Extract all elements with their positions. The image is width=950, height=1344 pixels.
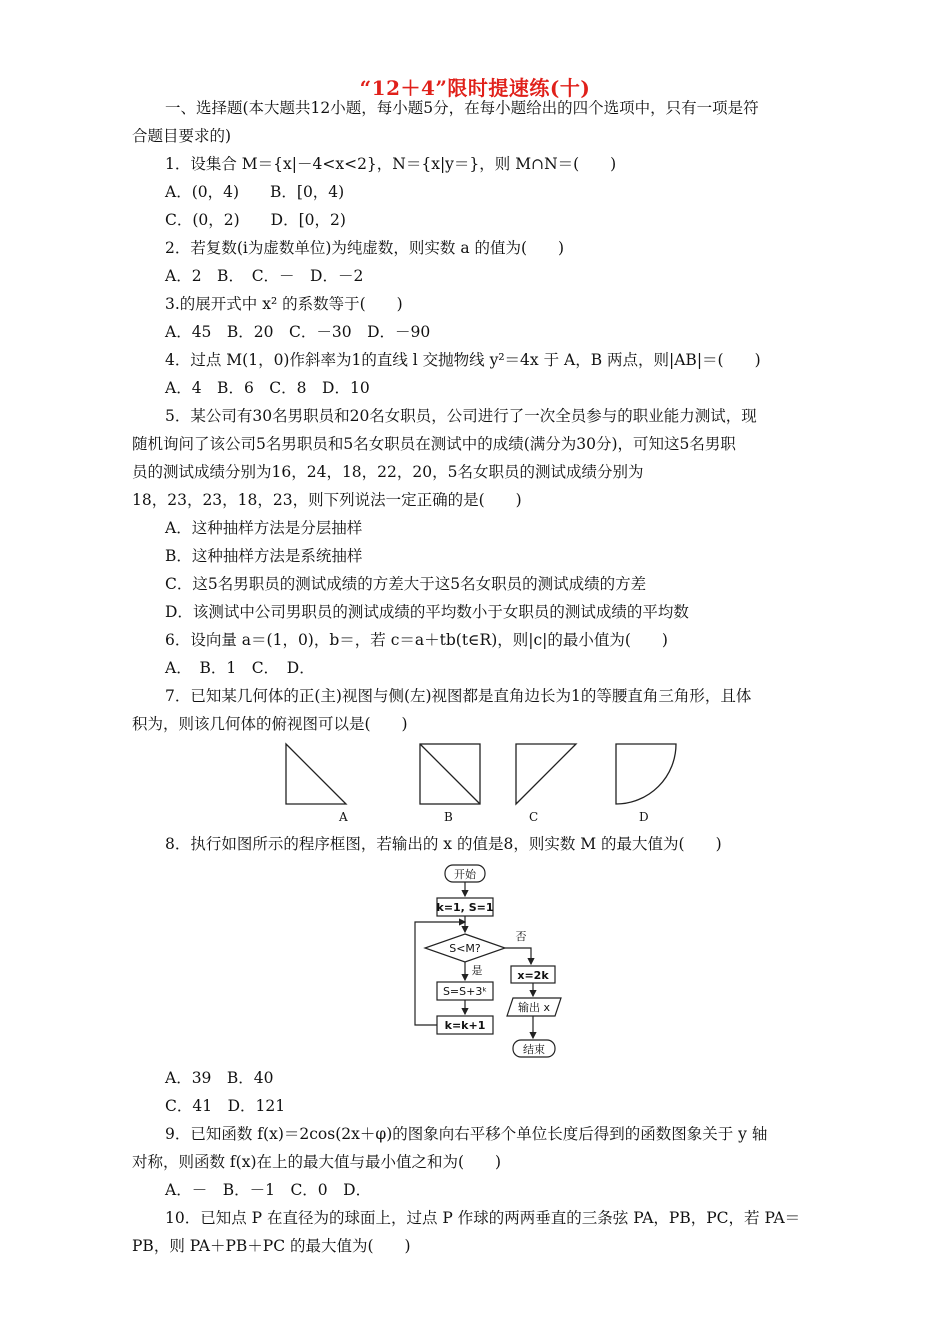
flow-condition-text: S<M? — [449, 942, 481, 955]
q6-stem: 6．设向量 a＝(1，0)，b＝，若 c＝a＋tb(t∈R)，则|c|的最小值为( ) — [165, 631, 668, 649]
figure-d-quarter-circle — [616, 744, 676, 804]
flow-start-text: 开始 — [454, 868, 476, 881]
q5-line2: 随机询问了该公司5名男职员和5名女职员在测试中的成绩(满分为30分)，可知这5名男职 — [132, 435, 736, 453]
q2-stem: 2．若复数(i为虚数单位)为纯虚数，则实数 a 的值为( ) — [165, 239, 565, 257]
page-title: “12＋4”限时提速练(十) — [359, 76, 591, 100]
figure-a-triangle — [286, 744, 346, 804]
q5-option-d: D．该测试中公司男职员的测试成绩的平均数小于女职员的测试成绩的平均数 — [165, 603, 689, 621]
q2-options: A．2 B． C．－ D．－2 — [165, 267, 364, 285]
q1-options-cd: C．(0，2) D．[0，2) — [165, 211, 346, 229]
q10-line2: PB，则 PA＋PB＋PC 的最大值为( ) — [132, 1237, 411, 1255]
section-heading-line1: 一、选择题(本大题共12小题，每小题5分，在每小题给出的四个选项中，只有一项是符 — [165, 99, 759, 117]
figure-a-label: A — [339, 810, 348, 824]
q5-line3: 员的测试成绩分别为16，24，18，22，20，5名女职员的测试成绩分别为 — [132, 463, 644, 481]
flow-yes-label: 是 — [471, 964, 483, 977]
flow-no-label: 否 — [515, 930, 527, 943]
q7-line1: 7．已知某几何体的正(主)视图与侧(左)视图都是直角边长为1的等腰直角三角形，且体 — [165, 687, 752, 705]
flow-init-text: k=1, S=1 — [436, 901, 494, 914]
q8-options-cd: C．41 D．121 — [165, 1097, 286, 1115]
figure-d-label: D — [639, 810, 649, 824]
flow-assign-x-text: x=2k — [517, 969, 549, 982]
q5-line4: 18，23，23，18，23，则下列说法一定正确的是( ) — [132, 491, 522, 509]
figure-c-label: C — [529, 810, 539, 824]
q6-options: A． B．1 C． D． — [165, 659, 315, 677]
q1-stem: 1．设集合 M＝{x|－4<x<2}，N＝{x|y＝}，则 M∩N＝( ) — [165, 155, 617, 173]
q9-line2: 对称，则函数 f(x)在上的最大值与最小值之和为( ) — [132, 1153, 502, 1171]
q8-options-ab: A．39 B．40 — [165, 1069, 274, 1087]
figure-c-triangle — [516, 744, 576, 804]
q5-option-b: B．这种抽样方法是系统抽样 — [165, 547, 363, 565]
q5-option-a: A．这种抽样方法是分层抽样 — [165, 519, 363, 537]
flow-update-s-text: S=S+3ᵏ — [442, 985, 488, 998]
q7-figures — [270, 738, 690, 828]
q7-line2: 积为，则该几何体的俯视图可以是( ) — [132, 715, 408, 733]
q10-line1: 10．已知点 P 在直径为的球面上，过点 P 作球的两两垂直的三条弦 PA，PB，PC，若 PA＝ — [165, 1209, 801, 1227]
q8-stem: 8．执行如图所示的程序框图，若输出的 x 的值是8，则实数 M 的最大值为( ) — [165, 835, 722, 853]
section-heading-line2: 合题目要求的) — [132, 127, 232, 145]
q9-options: A．－ B．－1 C．0 D． — [165, 1181, 372, 1199]
flow-output-text: 输出 x — [517, 1001, 551, 1014]
figure-b-diagonal — [420, 744, 480, 804]
q3-options: A．45 B．20 C．－30 D．－90 — [165, 323, 431, 341]
q5-line1: 5．某公司有30名男职员和20名女职员，公司进行了一次全员参与的职业能力测试，现 — [165, 407, 757, 425]
q4-stem: 4．过点 M(1，0)作斜率为1的直线 l 交抛物线 y²＝4x 于 A，B 两点，则|AB|＝( ) — [165, 351, 761, 369]
figure-b-label: B — [444, 810, 453, 824]
q8-flowchart — [405, 860, 585, 1065]
flow-update-k-text: k=k+1 — [444, 1019, 486, 1032]
flow-end-text: 结束 — [523, 1043, 545, 1056]
q3-stem: 3.的展开式中 x² 的系数等于( ) — [165, 295, 403, 313]
q5-option-c: C．这5名男职员的测试成绩的方差大于这5名女职员的测试成绩的方差 — [165, 575, 647, 593]
q9-line1: 9．已知函数 f(x)＝2cos(2x＋φ)的图象向右平移个单位长度后得到的函数图象关于 y 轴 — [165, 1125, 768, 1143]
q4-options: A．4 B．6 C．8 D．10 — [165, 379, 370, 397]
q1-options-ab: A．(0，4) B．[0，4) — [165, 183, 345, 201]
